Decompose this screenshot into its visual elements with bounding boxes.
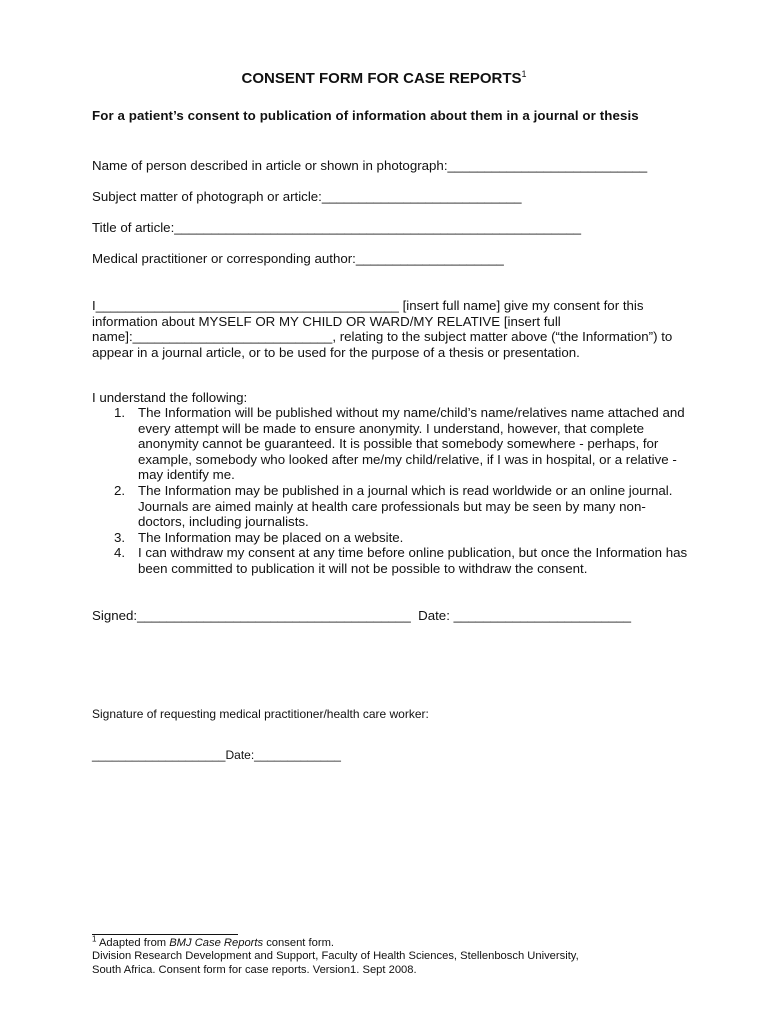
field-medical-practitioner: Medical practitioner or corresponding author:____________________ [92, 251, 504, 266]
list-item-text: The Information may be published in a journal which is read worldwide or an online journal. Journals are aimed mainly at health care professionals but may be seen by many non-doctors, including journalists. [138, 482, 673, 530]
title-footnote-marker: 1 [521, 69, 527, 79]
list-item-number: 3. [114, 529, 126, 545]
list-item-text: The Information will be published without my name/child’s name/relatives name attached and every attempt will be made to ensure anonymity. I understand, however, that complete anonymity cannot be guaranteed. It is possible that somebody somewhere - perhaps, for example, somebody who looked after me/my child/relative, if I was in hospital, or a relative - may identify me. [138, 405, 685, 483]
footnote-suffix: consent form. [263, 937, 334, 949]
footnote [92, 934, 692, 977]
list-item [92, 545, 692, 576]
footnote-divider [92, 934, 238, 935]
list-item-text: The Information may be placed on a website. [138, 529, 404, 545]
footnote-line-3: South Africa. Consent form for case reports. Version1. Sept 2008. [92, 963, 417, 976]
list-item-number: 2. [114, 482, 126, 498]
signature-date-line: ____________________Date:_____________ [92, 748, 341, 762]
list-item [92, 530, 692, 546]
page-title [0, 70, 768, 88]
field-title-of-article: Title of article:_______________________________________________________ [92, 220, 581, 235]
list-item [92, 483, 692, 530]
list-item-text: I can withdraw my consent at any time before online publication, but once the Information has been committed to publication it will not be possible to withdraw the consent. [138, 545, 688, 576]
footnote-line-1 [92, 934, 692, 950]
signature-label: Signature of requesting medical practitioner/health care worker: [92, 707, 429, 721]
signed-date-line: Signed:_____________________________________ Date: ________________________ [92, 608, 632, 623]
list-item [92, 405, 692, 483]
list-item-number: 1. [114, 405, 126, 420]
footnote-marker: 1 [92, 934, 97, 944]
title-text: CONSENT FORM FOR CASE REPORTS [241, 70, 522, 87]
understand-heading: I understand the following: [92, 390, 248, 405]
footnote-line-2: Division Research Development and Support, Faculty of Health Sciences, Stellenbosch University, [92, 950, 579, 963]
footnote-source-title: BMJ Case Reports [169, 937, 264, 949]
field-subject-matter: Subject matter of photograph or article:___________________________ [92, 189, 522, 204]
understanding-list [92, 405, 692, 577]
consent-paragraph: I_________________________________________ [insert full name] give my consent for this information about MYSELF OR MY CHILD OR WARD/MY RELATIVE [insert full name]:___________________________, relating to the subject matter above (“the Information”) to appear in a journal article, or to be used for the purpose of a thesis or presentation. [92, 298, 673, 360]
subtitle: For a patient’s consent to publication of information about them in a journal or thesis [92, 108, 639, 123]
field-name-of-person: Name of person described in article or shown in photograph:___________________________ [92, 158, 648, 173]
footnote-prefix: Adapted from [96, 937, 170, 949]
list-item-number: 4. [114, 545, 126, 561]
